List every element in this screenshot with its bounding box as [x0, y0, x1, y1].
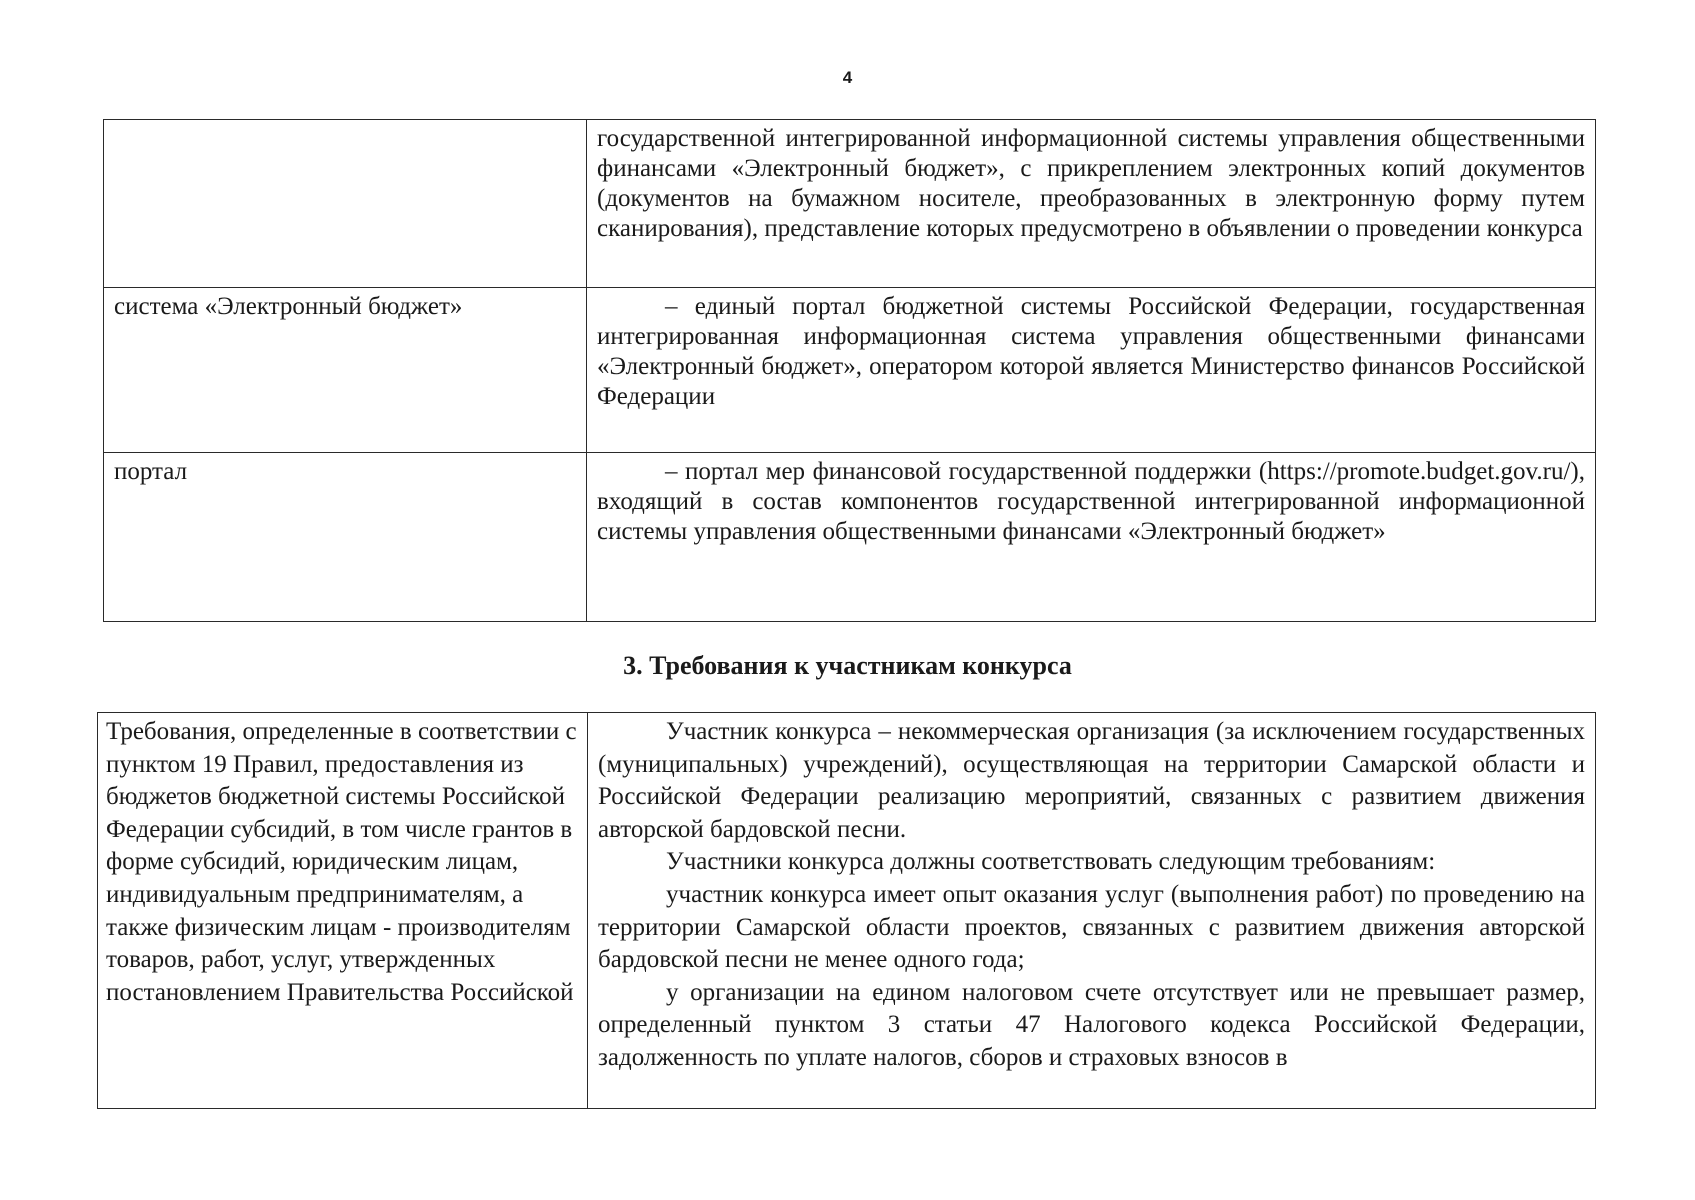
- definition-cell: государственной интегрированной информационной системы управления общественными финансами «Электронный бюджет», с прикреплением электронных копий документов (документов на бумажном носителе, преобразованных в электронную форму путем сканирования), представление которых предусмотрено в объявлении о проведении конкурса: [587, 120, 1596, 288]
- table-row: [104, 453, 1596, 622]
- requirements-table: [97, 712, 1596, 1109]
- term-cell: [104, 120, 587, 288]
- definition-cell: – единый портал бюджетной системы Российской Федерации, государственная интегрированная информационная система управления общественными финансами «Электронный бюджет», оператором которой является Министерство финансов Российской Федерации: [587, 288, 1596, 453]
- paragraph: Участник конкурса – некоммерческая организация (за исключением государственных (муниципальных) учреждений), осуществляющая на территории Самарской области и Российской Федерации реализацию мероприятий, связанных с развитием движения авторской бардовской песни.: [598, 718, 1585, 843]
- table-row: [104, 120, 1596, 288]
- table-row: [104, 288, 1596, 453]
- term-cell: система «Электронный бюджет»: [104, 288, 587, 453]
- term-cell: портал: [104, 453, 587, 622]
- table-row: [98, 713, 1596, 1109]
- paragraph: участник конкурса имеет опыт оказания услуг (выполнения работ) по проведению на территории Самарской области проектов, связанных с развитием движения авторской бардовской песни не менее одного года;: [598, 880, 1585, 974]
- paragraph: Участники конкурса должны соответствовать следующим требованиям:: [666, 848, 1436, 876]
- section-title: 3. Требования к участникам конкурса: [623, 651, 1072, 680]
- definitions-table: [103, 119, 1596, 622]
- requirements-basis-cell: Требования, определенные в соответствии с пунктом 19 Правил, предоставления из бюджетов бюджетной системы Российской Федерации субсидий, в том числе грантов в форме субсидий, юридическим лицам, индивидуальным предпринимателям, а также физическим лицам - производителям товаров, работ, услуг, утвержденных постановлением Правительства Российской: [98, 713, 588, 1109]
- definition-cell: – портал мер финансовой государственной поддержки (https://promote.budget.gov.ru/), входящий в состав компонентов государственной интегрированной информационной системы управления общественными финансами «Электронный бюджет»: [587, 453, 1596, 622]
- page-number: 4: [842, 68, 853, 87]
- paragraph: у организации на едином налоговом счете отсутствует или не превышает размер, определенный пунктом 3 статьи 47 Налогового кодекса Российской Федерации, задолженность по уплате налогов, сборов и страховых взносов в: [598, 978, 1585, 1071]
- requirements-text-cell: [588, 713, 1596, 1109]
